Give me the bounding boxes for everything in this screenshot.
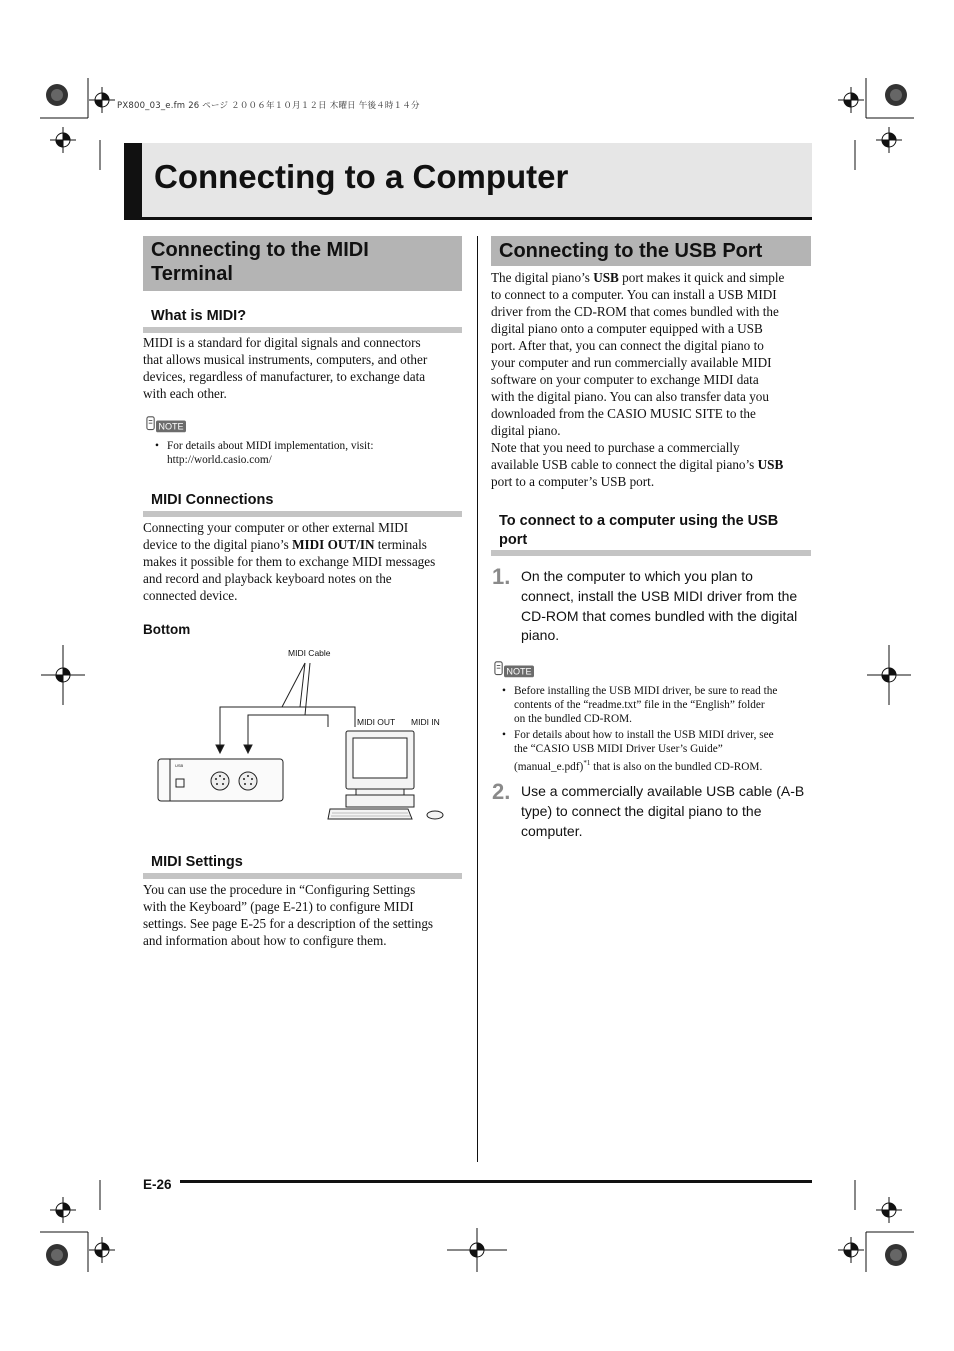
page-number: E-26 (143, 1177, 172, 1192)
section-heading-midi-terminal: Connecting to the MIDI Terminal (143, 236, 462, 291)
what-is-midi-text: MIDI is a standard for digital signals and connectors that allows musical instruments, computers, and other devices, regardless of manufacturer, to exchange data with each other. (143, 335, 428, 401)
usb-intro-text: The digital piano’s USB port makes it quick and simple to connect to a computer. You can install a USB MIDI driver from the CD-ROM that comes bundled with the digital piano onto a computer equipped with a USB port. After that, you can connect the digital piano to your computer and run commercially available MIDI software on your computer to exchange MIDI data with the digital piano. You can also transfer data you downloaded from the CASIO MUSIC SITE to the digital piano. Note that you need to purchase a commercially available USB cable to connect the digital piano’s USB port to a computer’s USB port. (491, 270, 785, 489)
subheading-rule (491, 550, 811, 556)
title-accent-bar (124, 143, 142, 220)
footer-rule (180, 1180, 812, 1183)
section-heading-usb-port: Connecting to the USB Port (491, 236, 811, 266)
subheading-rule (143, 327, 462, 333)
note-label: NOTE (158, 421, 184, 432)
note-label: NOTE (506, 666, 532, 677)
note2-list (502, 684, 817, 774)
note2-item: • For details about how to install the USB MIDI driver, see the “CASIO USB MIDI Driver User’s Guide” (manual_e.pdf)$^{*1}$ that is also on the bundled CD-ROM. (502, 729, 774, 773)
subheading-what-is-midi: What is MIDI? (151, 308, 247, 324)
midi-settings-text: You can use the procedure in “Configuring Settings with the Keyboard” (page E-21) to configure MIDI settings. See page E-25 for a description of the settings and information about how to configure them. (143, 882, 434, 948)
subheading-midi-settings: MIDI Settings (151, 854, 243, 870)
step-1-text: On the computer to which you plan to connect, install the USB MIDI driver from the CD-ROM that comes bundled with the digital piano. (521, 568, 798, 644)
midi-connection-diagram (150, 655, 455, 825)
step-2-text: Use a commercially available USB cable (A-B type) to connect the digital piano to the computer. (521, 783, 805, 839)
file-info-header: PX800_03_e.fm 26 ページ ２００６年１０月１２日 木曜日 午後４時１４分 (117, 101, 420, 111)
subheading-rule (143, 511, 462, 517)
note1-item: • For details about MIDI implementation, visit: http://world.casio.com/ (155, 440, 374, 466)
midi-cable-label: MIDI Cable (288, 648, 331, 658)
midi-in-label: MIDI IN (411, 717, 440, 727)
subheading-rule (143, 873, 462, 879)
midi-connections-text: Connecting your computer or other external MIDI device to the digital piano’s MIDI OUT/IN terminals makes it possible for them to exchange MIDI messages and record and playback keyboard notes on the connected device. (143, 520, 436, 603)
subheading-midi-connections: MIDI Connections (151, 492, 274, 508)
note1-list (155, 439, 460, 467)
step-1-number: 1. (492, 564, 511, 589)
midi-out-label: MIDI OUT (357, 717, 396, 727)
diagram-heading-bottom: Bottom (143, 622, 191, 637)
note-icon (491, 660, 537, 680)
svg-text:USB: USB (175, 763, 184, 768)
note-icon (143, 415, 189, 435)
step-2-number: 2. (492, 779, 511, 804)
column-divider (477, 236, 478, 1162)
subheading-usb-procedure: To connect to a computer using the USB port (499, 513, 779, 548)
page-title: Connecting to a Computer (154, 158, 569, 195)
note2-item: • Before installing the USB MIDI driver, be sure to read the contents of the “readme.txt” file in the “English” folder on the bundled CD-ROM. (502, 685, 778, 725)
